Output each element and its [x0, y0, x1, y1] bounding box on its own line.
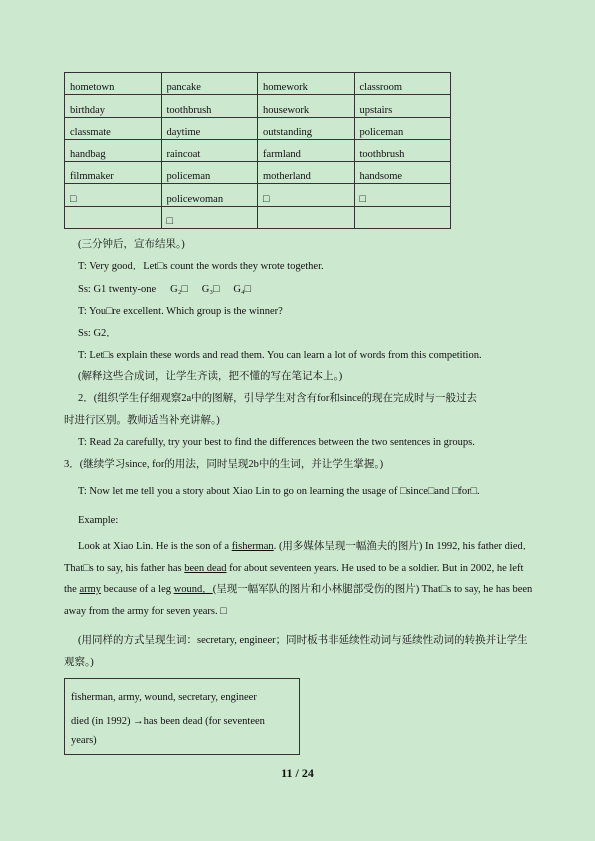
table-cell: □: [161, 206, 258, 228]
table-row: [65, 117, 451, 139]
table-row: [65, 206, 451, 228]
table-cell: filmmaker: [65, 162, 162, 184]
table-cell: classroom: [354, 73, 451, 95]
table-cell: policeman: [161, 162, 258, 184]
table-cell: raincoat: [161, 139, 258, 161]
dialogue-line: T: Read 2a carefully, try your best to find the differences between the two sentences in groups.: [78, 437, 475, 448]
table-row: [65, 184, 451, 206]
page-number: 11 / 24: [281, 766, 314, 780]
table-cell: motherland: [258, 162, 355, 184]
story-paragraph: Look at Xiao Lin. He is the son of a fisherman. (用多媒体呈现一幅渔夫的图片) In 1992, his father died．That□s to say, his father has been dead for about seventeen years. He used to be a soldier. But in 2002, he left the army because of a leg wound．(呈现一幅军队的图片和小林腿部受伤的图片) That□s to say, he has been away from the army for seven years. □: [64, 541, 534, 617]
table-cell: [65, 206, 162, 228]
dialogue-line: T: Let□s explain these words and read them. You can learn a lot of words from this competition.: [78, 350, 482, 361]
box-line: years): [71, 735, 97, 746]
box-line: fisherman, army, wound, secretary, engineer: [71, 692, 257, 703]
table-cell: policeman: [354, 117, 451, 139]
table-cell: □: [258, 184, 355, 206]
instruction-paragraph: (用同样的方式呈现生词：secretary, engineer；同时板书非延续性动词与延续性动词的转换并让学生观察。): [64, 635, 528, 668]
dialogue-line: T: You□re excellent. Which group is the winner?: [78, 306, 283, 317]
instruction-line: (三分钟后，宣布结果。): [78, 239, 185, 250]
table-cell: outstanding: [258, 117, 355, 139]
table-cell: □: [65, 184, 162, 206]
table-cell: pancake: [161, 73, 258, 95]
instruction-line: (解释这些合成词，让学生齐读，把不懂的写在笔记本上。): [78, 371, 343, 382]
table-cell: policewoman: [161, 184, 258, 206]
table-cell: farmland: [258, 139, 355, 161]
table-cell: [258, 206, 355, 228]
instruction-line: 3．(继续学习since, for的用法，同时呈现2b中的生词，并让学生掌握。): [64, 459, 384, 470]
table-row: [65, 95, 451, 117]
table-cell: toothbrush: [161, 95, 258, 117]
compound-words-table: [64, 72, 451, 229]
underlined-word: wound．: [173, 584, 213, 595]
table-cell: housework: [258, 95, 355, 117]
underlined-word: been dead: [184, 562, 227, 574]
blackboard-box: [64, 678, 300, 755]
instruction-line: 时进行区别。教师适当补充讲解。): [64, 415, 220, 426]
table-cell: homework: [258, 73, 355, 95]
table-cell: [354, 206, 451, 228]
dialogue-line: T: Now let me tell you a story about Xiao Lin to go on learning the usage of □since□and □for□.: [78, 486, 480, 497]
table-cell: handsome: [354, 162, 451, 184]
table-cell: birthday: [65, 95, 162, 117]
table-cell: upstairs: [354, 95, 451, 117]
example-label: Example:: [78, 515, 119, 526]
table-cell: hometown: [65, 73, 162, 95]
underlined-word: fisherman: [231, 541, 274, 552]
underlined-word: army: [79, 584, 102, 595]
table-cell: handbag: [65, 139, 162, 161]
dialogue-line: Ss: G1 twenty-one G₂□ G₃□ G₄□: [78, 284, 251, 295]
box-line: died (in 1992) →has been dead (for seventeen: [71, 716, 265, 727]
table-row: [65, 73, 451, 95]
table-cell: □: [354, 184, 451, 206]
table-cell: classmate: [65, 117, 162, 139]
dialogue-line: Ss: G2．: [78, 328, 117, 339]
table-row: [65, 162, 451, 184]
instruction-line: 2．(组织学生仔细观察2a中的图解，引导学生对含有for和since的现在完成时与一般过去: [78, 393, 477, 404]
table-cell: daytime: [161, 117, 258, 139]
dialogue-line: T: Very good．Let□s count the words they wrote together.: [78, 261, 324, 272]
table-cell: toothbrush: [354, 139, 451, 161]
table-row: [65, 139, 451, 161]
